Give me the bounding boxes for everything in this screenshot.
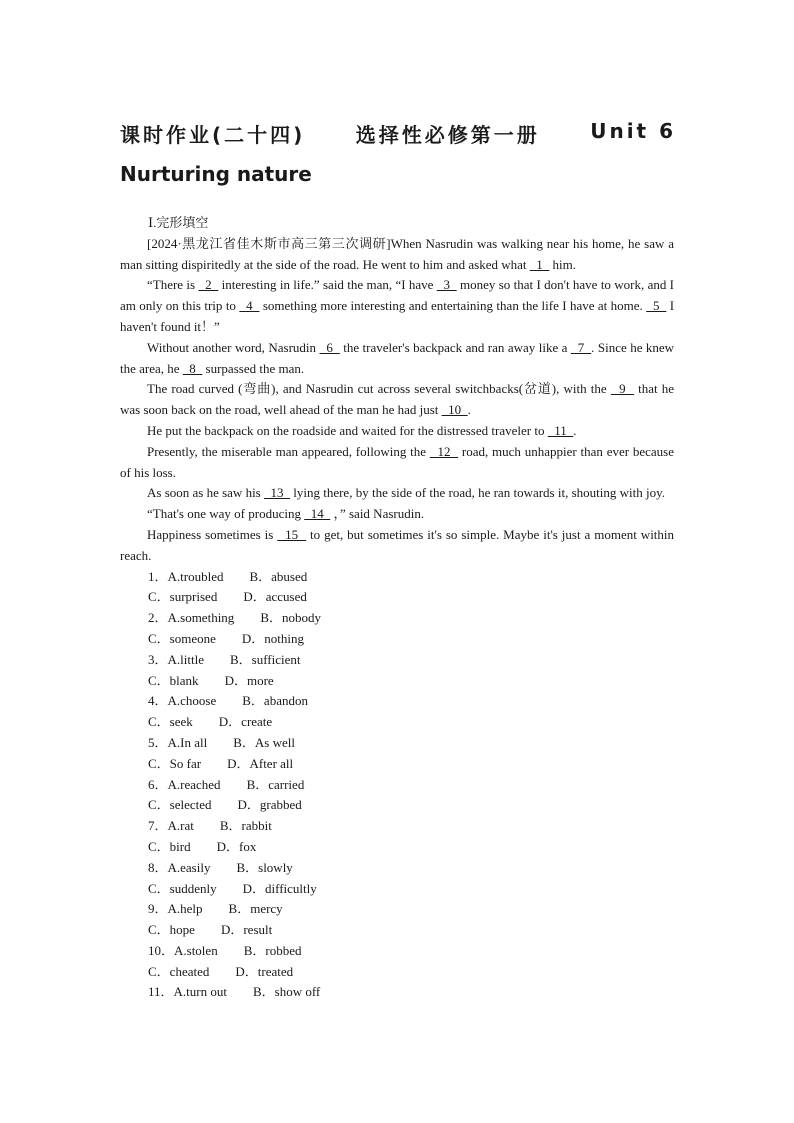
paragraph-5: He put the backpack on the roadside and waited for the distressed traveler to 11 . — [147, 422, 577, 438]
blank-14: 14 — [304, 506, 331, 522]
paragraph-3: Without another word, Nasrudin 6 the traveler's backpack and ran away like a 7 . Since he knew the area, he 8 surpassed the man. — [120, 339, 675, 376]
blank-15: 15 — [277, 526, 307, 542]
paragraph-4: The road curved (弯曲), and Nasrudin cut across several switchbacks(岔道), with the 9 that he was soon back on the road, well ahead of the man he had just 10 . — [120, 381, 675, 418]
option-row: 1．A.troubled B．abused — [148, 568, 308, 584]
option-row: 4．A.choose B．abandon — [148, 693, 308, 709]
blank-10: 10 — [441, 402, 468, 418]
page-subtitle: Nurturing nature — [120, 162, 312, 186]
option-row: 10．A.stolen B．robbed — [148, 942, 302, 958]
option-row: 11．A.turn out B．show off — [148, 984, 321, 1000]
paragraph-9: Happiness sometimes is 15 to get, but sometimes it's so simple. Maybe it's just a moment within reach. — [120, 526, 675, 563]
blank-11: 11 — [547, 422, 574, 438]
blank-9: 9 — [610, 381, 634, 397]
blank-6: 6 — [319, 339, 340, 355]
option-row: 5．A.In all B．As well — [148, 734, 295, 750]
blank-7: 7 — [570, 339, 592, 355]
option-row: C．surprised D．accused — [148, 589, 307, 605]
paragraph-1: [2024·黑龙江省佳木斯市高三第三次调研]When Nasrudin was walking near his home, he saw a man sitting dispiritedly at the side of the road. He went to him and asked what 1 him. — [120, 235, 674, 272]
section-label: Ⅰ.完形填空 — [148, 215, 209, 230]
exercise-body — [120, 213, 674, 1003]
blank-5: 5 — [646, 298, 667, 314]
option-row: C．cheated D．treated — [148, 963, 294, 979]
option-row: 6．A.reached B．carried — [148, 776, 305, 792]
option-row: 3．A.little B．sufficient — [148, 651, 301, 667]
options-list — [120, 567, 674, 1004]
option-row: C．selected D．grabbed — [148, 797, 302, 813]
blank-8: 8 — [182, 360, 203, 376]
page-title — [120, 119, 676, 148]
option-row: 8．A.easily B．slowly — [148, 859, 293, 875]
blank-13: 13 — [264, 485, 290, 501]
option-row: 7．A.rat B．rabbit — [148, 818, 272, 834]
paragraph-2: “There is 2 interesting in life.” said the man, “I have 3 money so that I don't have to work, and I am only on this trip to 4 something more interesting and entertaining than the life I have at home. 5 I haven't found it！” — [120, 277, 675, 334]
blank-1: 1 — [529, 256, 550, 272]
title-part-3: Unit 6 — [590, 119, 676, 143]
blank-12: 12 — [429, 443, 459, 459]
option-row: C．suddenly D．difficultly — [148, 880, 317, 896]
option-row: 2．A.something B．nobody — [148, 610, 321, 626]
blank-3: 3 — [436, 277, 457, 293]
option-row: C．blank D．more — [148, 672, 274, 688]
title-part-1: 课时作业(二十四) — [120, 123, 306, 147]
blank-4: 4 — [239, 298, 260, 314]
option-row: C．bird D．fox — [148, 838, 257, 854]
option-row: C．someone D．nothing — [148, 630, 305, 646]
blank-2: 2 — [198, 277, 219, 293]
option-row: C．hope D．result — [148, 922, 273, 938]
option-row: C．So far D．After all — [148, 755, 294, 771]
option-row: 9．A.help B．mercy — [148, 901, 283, 917]
paragraph-7: As soon as he saw his 13 lying there, by the side of the road, he ran towards it, shouting with joy. — [147, 485, 666, 501]
paragraph-6: Presently, the miserable man appeared, following the 12 road, much unhappier than ever because of his loss. — [120, 443, 675, 480]
title-part-2: 选择性必修第一册 — [355, 123, 540, 147]
paragraph-8: “That's one way of producing 14 ，” said Nasrudin. — [147, 506, 425, 522]
option-row: C．seek D．create — [148, 714, 273, 730]
